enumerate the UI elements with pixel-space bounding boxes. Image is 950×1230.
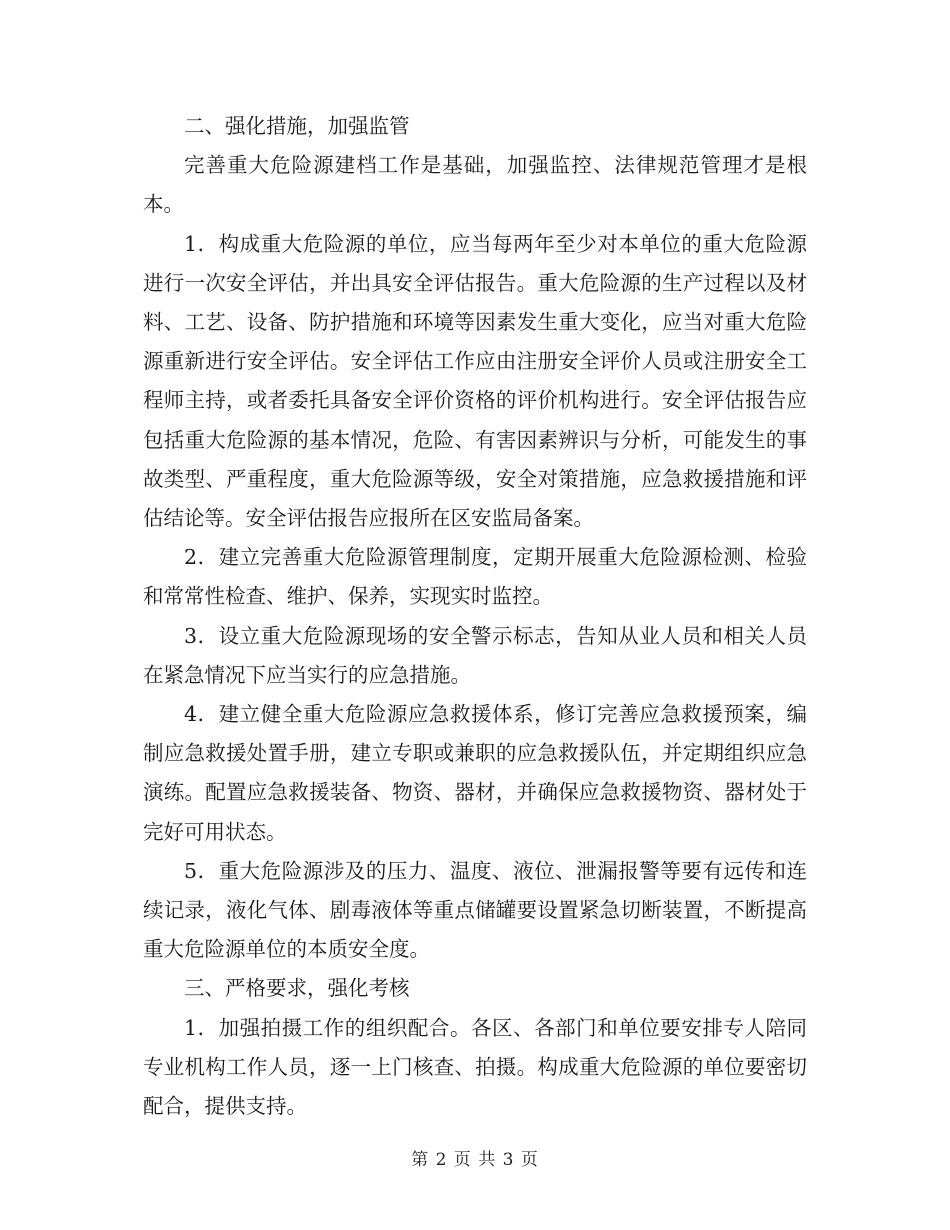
section-heading-3: 三、严格要求，强化考核 (184, 976, 410, 1001)
page-number-footer: 第 2 页 共 3 页 (411, 1150, 539, 1170)
section-heading-2: 二、强化措施，加强监管 (184, 114, 410, 138)
paragraph: 5．重大危险源涉及的压力、温度、液位、泄漏报警等要有远传和连续记录，液化气体、剧毒液体等重点储罐要设置紧急切断装置，不断提高重大危险源单位的本质安全度。 (143, 858, 807, 962)
document-body (143, 107, 807, 1126)
paragraph: 1．加强拍摄工作的组织配合。各区、各部门和单位要安排专人陪同专业机构工作人员，逐一上门核查、拍摄。构成重大危险源的单位要密切配合，提供支持。 (143, 1015, 807, 1119)
paragraph: 完善重大危险源建档工作是基础，加强监控、法律规范管理才是根本。 (143, 153, 807, 217)
paragraph: 4．建立健全重大危险源应急救援体系，修订完善应急救援预案，编制应急救援处置手册，建立专职或兼职的应急救援队伍，并定期组织应急演练。配置应急救援装备、物资、器材，并确保应急救援物资、器材处于完好可用状态。 (143, 702, 807, 844)
paragraph: 2．建立完善重大危险源管理制度，定期开展重大危险源检测、检验和常常性检查、维护、保养，实现实时监控。 (143, 545, 807, 609)
paragraph: 3．设立重大危险源现场的安全警示标志，告知从业人员和相关人员在紧急情况下应当实行的应急措施。 (143, 623, 807, 687)
paragraph: 1．构成重大危险源的单位，应当每两年至少对本单位的重大危险源进行一次安全评估，并出具安全评估报告。重大危险源的生产过程以及材料、工艺、设备、防护措施和环境等因素发生重大变化，应当对重大危险源重新进行安全评估。安全评估工作应由注册安全评价人员或注册安全工程师主持，或者委托具备安全评价资格的评价机构进行。安全评估报告应包括重大危险源的基本情况，危险、有害因素辨识与分析，可能发生的事故类型、严重程度，重大危险源等级，安全对策措施，应急救援措施和评估结论等。安全评估报告应报所在区安监局备案。 (143, 231, 807, 531)
